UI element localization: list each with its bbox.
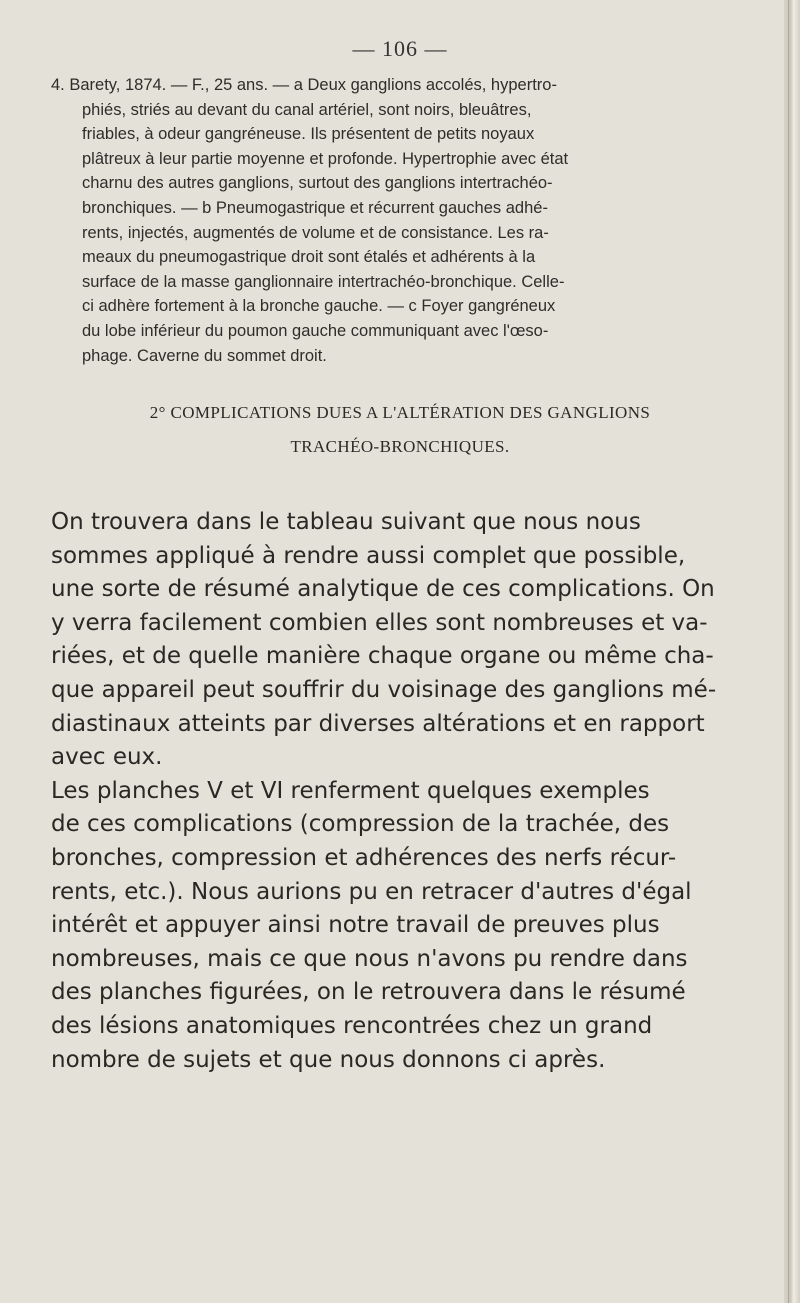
page-edge: [784, 0, 800, 1303]
section-heading-line-2: TRACHÉO-BRONCHIQUES.: [290, 437, 510, 456]
body-text-line: nombreuses, mais ce que nous n'avons pu rendre dans: [51, 945, 688, 972]
body-text-line: Les planches V et VI renferment quelques exemples: [51, 777, 650, 804]
body-text-line: sommes appliqué à rendre aussi complet que possible,: [51, 542, 686, 569]
case-entry-line: phiés, striés au devant du canal artériel, sont noirs, bleuâtres,: [82, 100, 532, 119]
body-text-line: bronches, compression et adhérences des nerfs récur-: [51, 844, 677, 871]
body-text-line: intérêt et appuyer ainsi notre travail de preuves plus: [51, 912, 660, 939]
section-heading-line-1: 2° COMPLICATIONS DUES A L'ALTÉRATION DES GANGLIONS: [149, 403, 651, 422]
case-entry-line: du lobe inférieur du poumon gauche communiquant avec l'œso-: [82, 321, 549, 340]
body-text-line: que appareil peut souffrir du voisinage des ganglions mé-: [51, 676, 717, 703]
body-text-line: des lésions anatomiques rencontrées chez un grand: [51, 1012, 653, 1039]
case-entry-line: meaux du pneumogastrique droit sont étalés et adhérents à la: [82, 248, 536, 267]
body-text-line: y verra facilement combien elles sont nombreuses et va-: [51, 609, 708, 636]
case-entry-line: phage. Caverne du sommet droit.: [82, 346, 327, 365]
body-text-line: avec eux.: [51, 744, 163, 771]
body-text-line: nombre de sujets et que nous donnons ci après.: [51, 1046, 606, 1073]
case-entry-line: surface de la masse ganglionnaire intertrachéo-bronchique. Celle-: [82, 272, 565, 291]
case-entry: [51, 73, 741, 368]
case-entry-line: ci adhère fortement à la bronche gauche. — c Foyer gangréneux: [82, 297, 556, 316]
case-entry-line: 4. Barety, 1874. — F., 25 ans. — a Deux ganglions accolés, hypertro-: [51, 76, 557, 94]
body-text-line: rents, etc.). Nous aurions pu en retracer d'autres d'égal: [51, 878, 692, 905]
body-text-line: diastinaux atteints par diverses altérations et en rapport: [51, 710, 705, 737]
body-text-line: riées, et de quelle manière chaque organe ou même cha-: [51, 643, 714, 670]
case-entry-line: rents, injectés, augmentés de volume et de consistance. Les ra-: [82, 223, 549, 242]
case-entry-line: plâtreux à leur partie moyenne et profonde. Hypertrophie avec état: [82, 149, 569, 168]
body-text-line: On trouvera dans le tableau suivant que nous nous: [51, 509, 641, 535]
case-entry-line: charnu des autres ganglions, surtout des ganglions intertrachéo-: [82, 174, 553, 193]
body-text-line: une sorte de résumé analytique de ces complications. On: [51, 576, 715, 603]
body-text: [51, 506, 756, 1077]
case-entry-line: bronchiques. — b Pneumogastrique et récurrent gauches adhé-: [82, 198, 548, 217]
body-text-line: des planches figurées, on le retrouvera dans le résumé: [51, 979, 686, 1006]
case-entry-line: friables, à odeur gangréneuse. Ils présentent de petits noyaux: [82, 125, 535, 144]
page-number: — 106 —: [352, 36, 448, 61]
section-heading: [0, 396, 800, 464]
body-text-line: de ces complications (compression de la trachée, des: [51, 811, 670, 838]
